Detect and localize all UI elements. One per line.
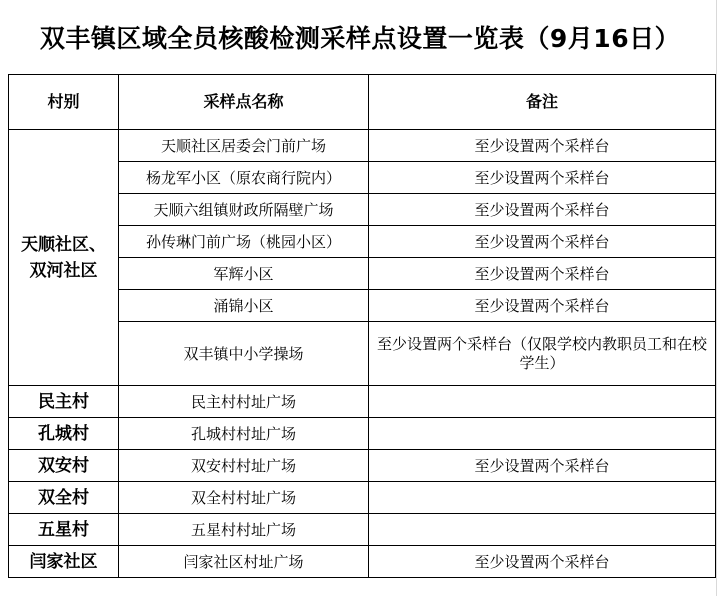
site-cell[interactable]: 杨龙军小区（原农商行院内） (119, 162, 369, 194)
site-cell[interactable]: 双安村村址广场 (119, 450, 369, 482)
sampling-sites-table (8, 74, 716, 578)
village-cell[interactable]: 双全村 (9, 482, 119, 514)
note-cell[interactable]: 至少设置两个采样台 (369, 226, 716, 258)
site-cell[interactable]: 天顺社区居委会门前广场 (119, 130, 369, 162)
site-cell[interactable]: 双全村村址广场 (119, 482, 369, 514)
note-cell[interactable] (369, 418, 716, 450)
note-cell[interactable] (369, 514, 716, 546)
village-cell[interactable]: 五星村 (9, 514, 119, 546)
page-title: 双丰镇区域全员核酸检测采样点设置一览表（9月16日） (39, 24, 681, 53)
table-row (9, 546, 716, 578)
site-cell[interactable]: 涌锦小区 (119, 290, 369, 322)
table-row (9, 130, 716, 162)
table-row (9, 386, 716, 418)
note-cell[interactable]: 至少设置两个采样台 (369, 194, 716, 226)
table-row (9, 514, 716, 546)
site-cell[interactable]: 民主村村址广场 (119, 386, 369, 418)
village-label: 天顺社区、双河社区 (21, 234, 106, 281)
site-cell[interactable]: 孙传琳门前广场（桃园小区） (119, 226, 369, 258)
table-row (9, 482, 716, 514)
village-cell[interactable]: 闫家社区 (9, 546, 119, 578)
header-village[interactable]: 村别 (9, 75, 119, 130)
site-cell[interactable]: 双丰镇中小学操场 (119, 322, 369, 386)
village-cell[interactable]: 孔城村 (9, 418, 119, 450)
note-cell[interactable]: 至少设置两个采样台 (369, 162, 716, 194)
village-cell[interactable]: 双安村 (9, 450, 119, 482)
note-cell[interactable]: 至少设置两个采样台 (369, 450, 716, 482)
note-cell[interactable]: 至少设置两个采样台 (369, 258, 716, 290)
table-row (9, 450, 716, 482)
note-cell[interactable] (369, 386, 716, 418)
note-cell[interactable]: 至少设置两个采样台（仅限学校内教职员工和在校学生） (369, 322, 716, 386)
site-cell[interactable]: 孔城村村址广场 (119, 418, 369, 450)
header-note[interactable]: 备注 (369, 75, 716, 130)
note-cell[interactable]: 至少设置两个采样台 (369, 290, 716, 322)
site-cell[interactable]: 五星村村址广场 (119, 514, 369, 546)
site-cell[interactable]: 军辉小区 (119, 258, 369, 290)
site-cell[interactable]: 闫家社区村址广场 (119, 546, 369, 578)
site-cell[interactable]: 天顺六组镇财政所隔壁广场 (119, 194, 369, 226)
note-cell[interactable] (369, 482, 716, 514)
table-row (9, 418, 716, 450)
note-cell[interactable]: 至少设置两个采样台 (369, 130, 716, 162)
note-cell[interactable]: 至少设置两个采样台 (369, 546, 716, 578)
header-site[interactable]: 采样点名称 (119, 75, 369, 130)
village-cell[interactable]: 民主村 (9, 386, 119, 418)
village-cell[interactable] (9, 130, 119, 386)
table-header-row (9, 75, 716, 130)
sheet-gridline (716, 0, 717, 596)
